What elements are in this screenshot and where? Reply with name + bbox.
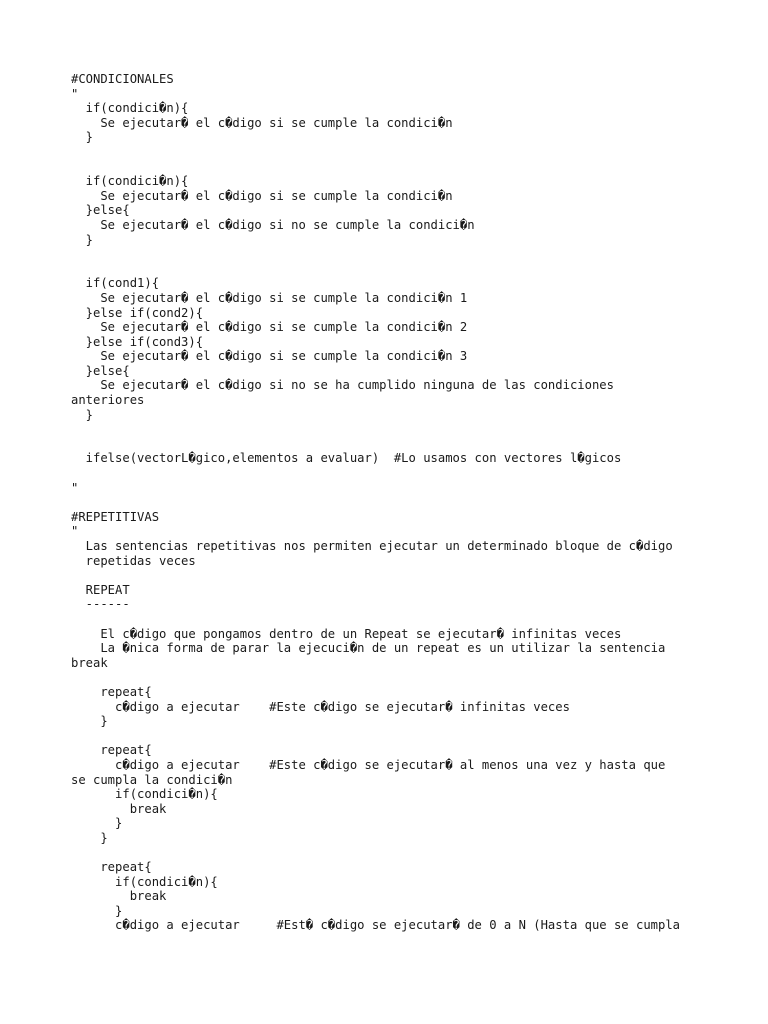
code-line: }: [71, 903, 123, 918]
code-line: [71, 262, 680, 277]
code-line: repetidas veces: [71, 553, 196, 568]
code-line: [71, 466, 680, 481]
code-line: Se ejecutar� el c�digo si se cumple la condici�n 3: [71, 349, 468, 364]
code-line: }else if(cond2){: [71, 305, 204, 320]
code-line: if(condici�n){: [71, 174, 189, 189]
code-line: [71, 845, 680, 860]
code-line: [71, 612, 680, 627]
code-line: anteriores: [71, 393, 145, 408]
code-line: if(cond1){: [71, 276, 160, 291]
code-line: ifelse(vectorL�gico,elementos a evaluar) #Lo usamos con vectores l�gicos: [71, 451, 622, 466]
code-line: [71, 437, 680, 452]
code-line: if(condici�n){: [71, 787, 218, 802]
code-line: c�digo a ejecutar #Este c�digo se ejecutar� infinitas veces: [71, 699, 570, 714]
code-line: }else if(cond3){: [71, 334, 204, 349]
code-line: repeat{: [71, 684, 152, 699]
code-line: repeat{: [71, 860, 152, 875]
code-line: if(condici�n){: [71, 874, 218, 889]
code-line: ": [71, 86, 79, 101]
code-line: repeat{: [71, 743, 152, 758]
code-line: c�digo a ejecutar #Este c�digo se ejecutar� al menos una vez y hasta que: [71, 757, 666, 772]
code-line: #REPETITIVAS: [71, 509, 160, 524]
code-line: [71, 422, 680, 437]
code-line: [71, 495, 680, 510]
code-line: Se ejecutar� el c�digo si se cumple la condici�n 1: [71, 290, 468, 305]
code-line: }: [71, 830, 108, 845]
code-line: }: [71, 130, 94, 145]
code-line: break: [71, 889, 167, 904]
code-line: Se ejecutar� el c�digo si se cumple la condici�n: [71, 188, 453, 203]
code-line: [71, 670, 680, 685]
code-line: ------: [71, 597, 130, 612]
code-line: }: [71, 232, 94, 247]
code-line: break: [71, 801, 167, 816]
code-line: Se ejecutar� el c�digo si no se ha cumplido ninguna de las condiciones: [71, 378, 614, 393]
code-line: }: [71, 816, 123, 831]
code-line: ": [71, 480, 79, 495]
code-line: [71, 729, 680, 744]
code-line: }: [71, 714, 108, 729]
code-line: [71, 145, 680, 160]
code-line: }: [71, 407, 94, 422]
code-line: [71, 160, 680, 175]
code-line: }else{: [71, 363, 130, 378]
code-line: [71, 247, 680, 262]
code-line: }else{: [71, 203, 130, 218]
code-text-block: [71, 72, 680, 933]
code-line: El c�digo que pongamos dentro de un Repeat se ejecutar� infinitas veces: [71, 626, 622, 641]
code-line: c�digo a ejecutar #Est� c�digo se ejecutar� de 0 a N (Hasta que se cumpla: [71, 918, 681, 933]
code-line: break: [71, 655, 108, 670]
code-line: Se ejecutar� el c�digo si no se cumple la condici�n: [71, 217, 475, 232]
code-line: Las sentencias repetitivas nos permiten ejecutar un determinado bloque de c�digo: [71, 539, 673, 553]
code-line: Se ejecutar� el c�digo si se cumple la condici�n: [71, 115, 453, 130]
code-line: ": [71, 524, 79, 539]
code-line: Se ejecutar� el c�digo si se cumple la condici�n 2: [71, 320, 468, 335]
code-line: REPEAT: [71, 582, 130, 597]
code-line: if(condici�n){: [71, 101, 189, 116]
code-line: se cumpla la condici�n: [71, 772, 233, 787]
code-line: #CONDICIONALES: [71, 72, 174, 86]
code-line: La �nica forma de parar la ejecuci�n de un repeat es un utilizar la sentencia: [71, 641, 666, 656]
code-line: [71, 568, 680, 583]
